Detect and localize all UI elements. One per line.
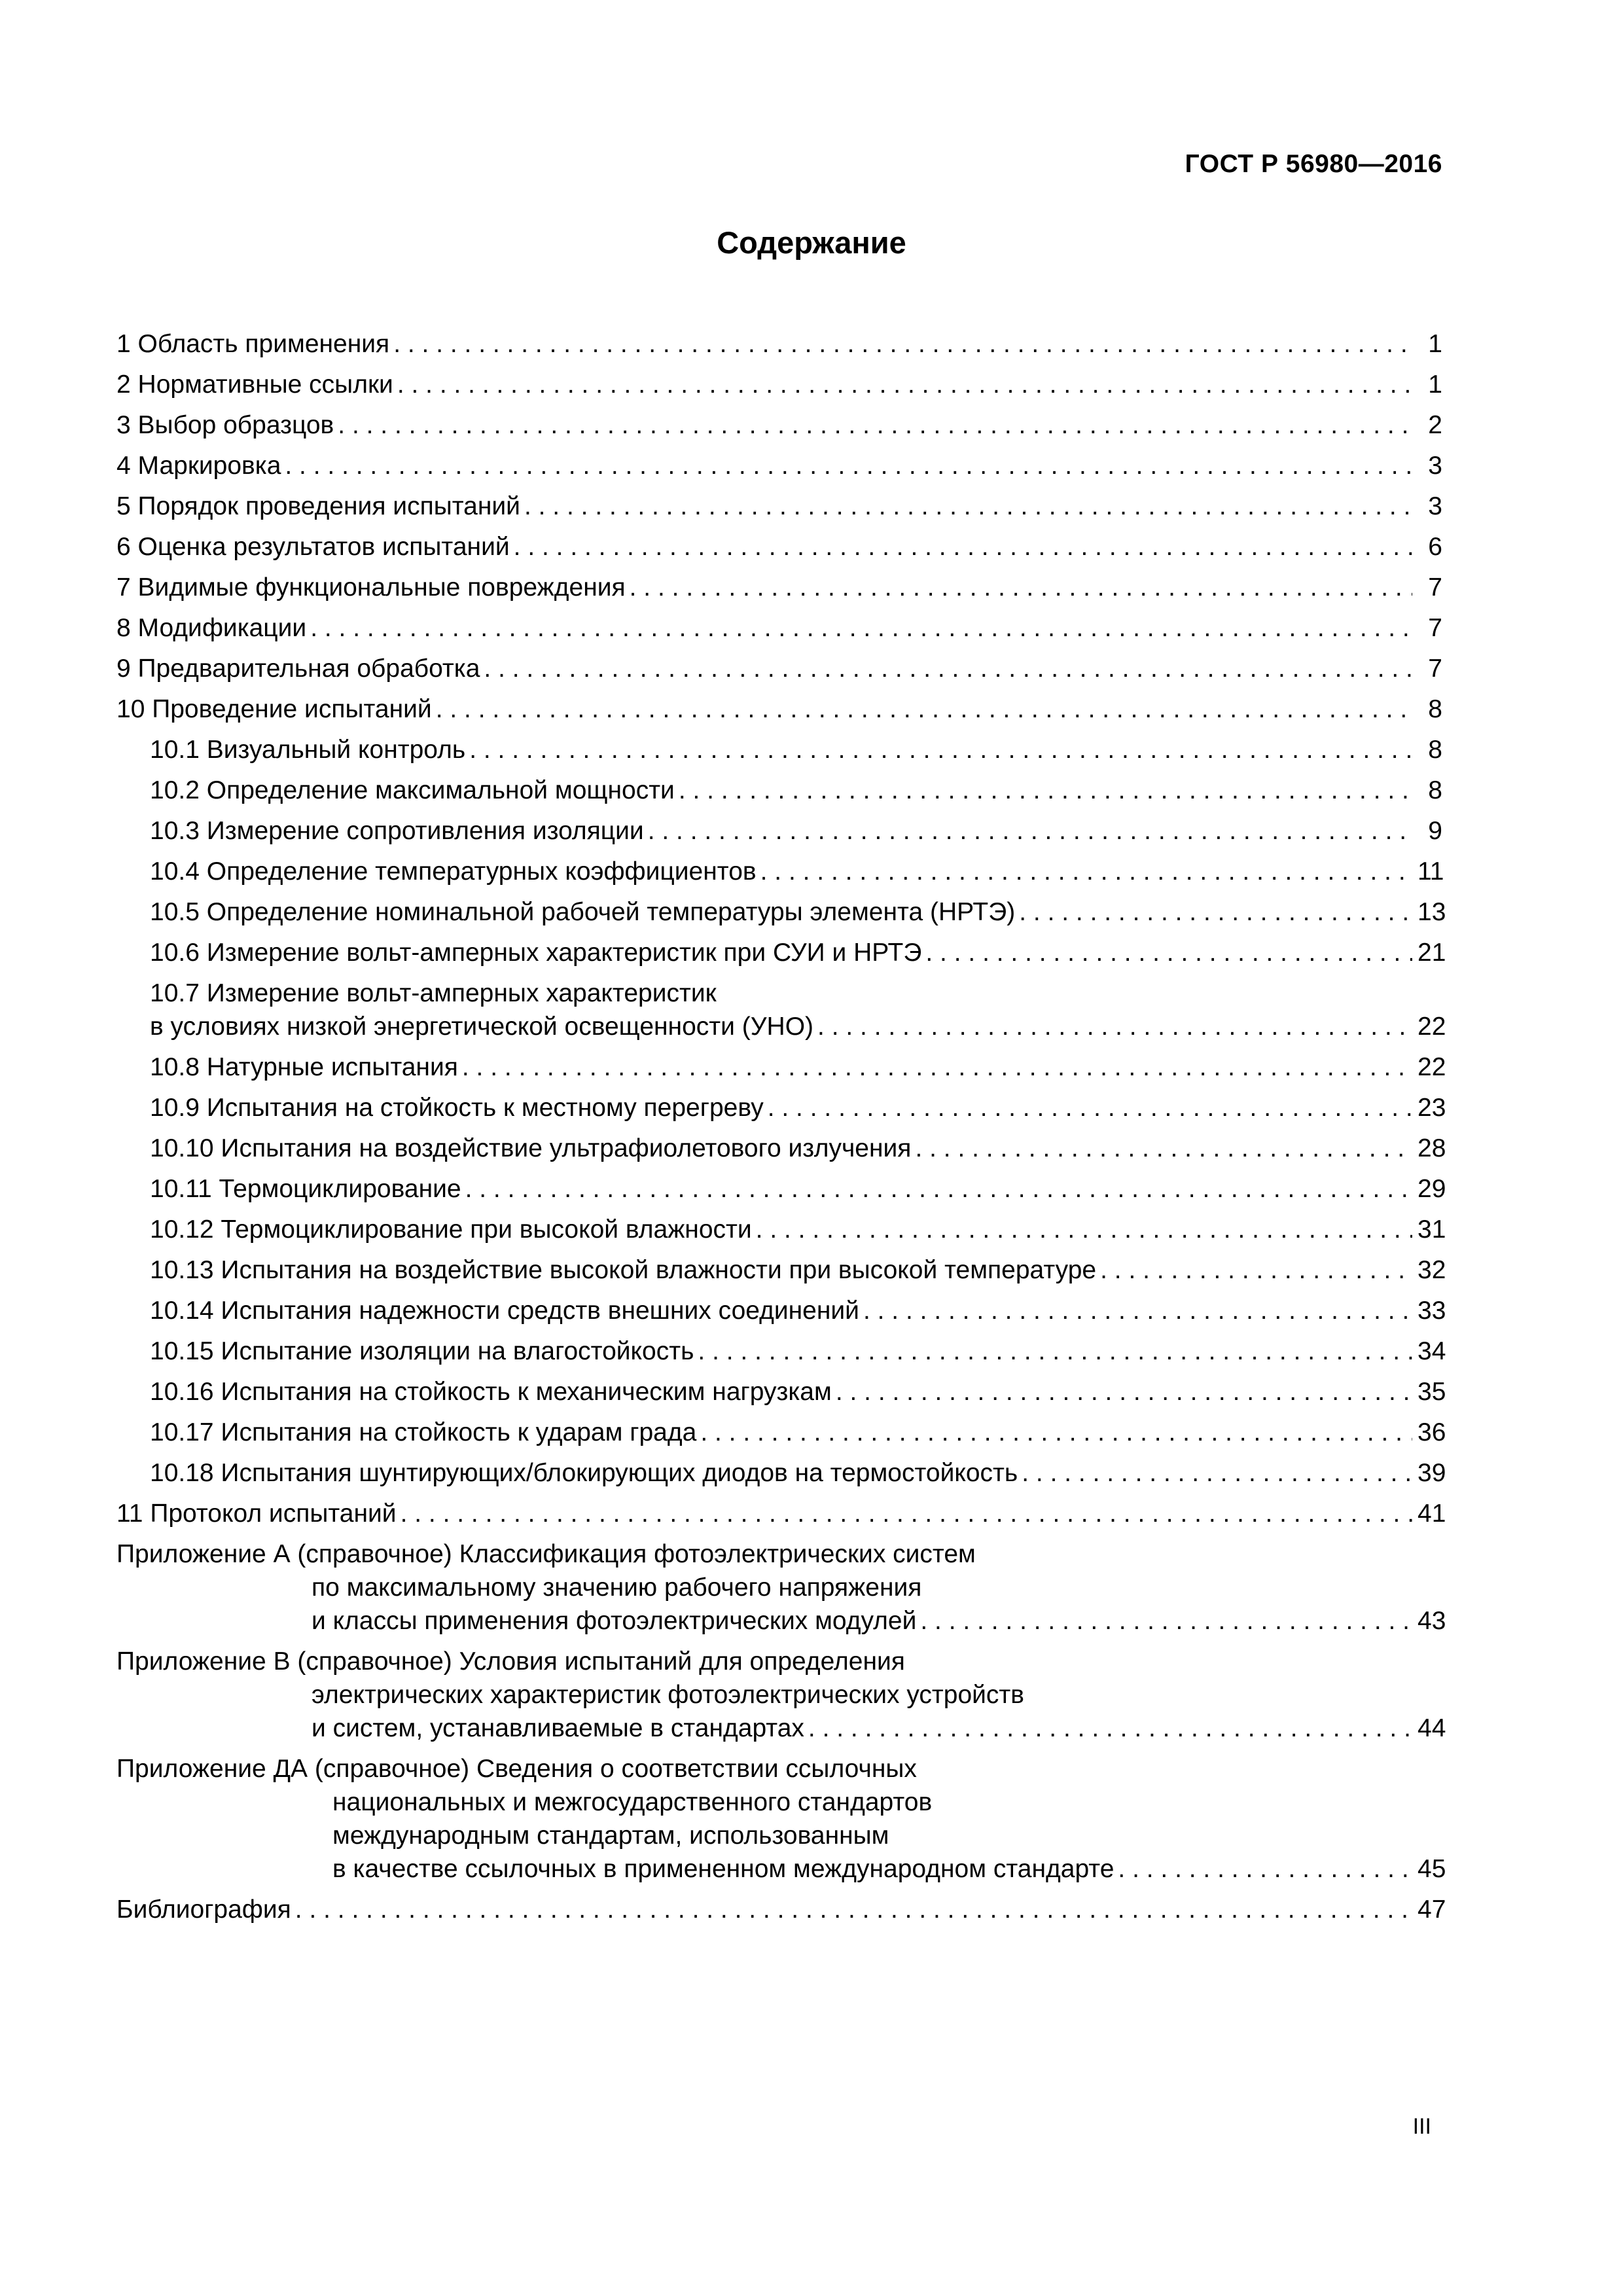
toc-entry-title: национальных и межгосударственного стандартов — [332, 1788, 933, 1816]
toc-page-number: 1 — [1428, 370, 1442, 399]
dot-leader — [679, 774, 1412, 807]
dot-leader — [310, 611, 1412, 645]
toc-entry[interactable] — [116, 1294, 1446, 1327]
toc-page-number: 32 — [1418, 1256, 1446, 1284]
dot-leader — [630, 571, 1412, 604]
toc-entry[interactable] — [116, 490, 1442, 523]
dot-leader — [808, 1712, 1412, 1745]
dot-leader — [768, 1091, 1412, 1124]
dot-leader — [514, 530, 1412, 564]
table-of-contents — [116, 327, 1446, 1933]
toc-entry[interactable] — [116, 408, 1442, 442]
dot-leader — [465, 1172, 1412, 1206]
dot-leader — [1100, 1253, 1412, 1287]
toc-page-number: 8 — [1428, 695, 1442, 723]
toc-entry-title: 6 Оценка результатов испытаний — [116, 533, 510, 561]
toc-page-number: 47 — [1418, 1895, 1446, 1924]
dot-leader — [469, 733, 1412, 766]
toc-page-number: 41 — [1418, 1499, 1446, 1528]
toc-entry-title: 10 Проведение испытаний — [116, 695, 432, 723]
dot-leader — [920, 1604, 1412, 1638]
dot-leader — [401, 1497, 1412, 1530]
toc-entry[interactable] — [116, 1132, 1446, 1165]
toc-page-number: 1 — [1428, 330, 1442, 358]
toc-page-number: 29 — [1418, 1175, 1446, 1203]
toc-page-number: 7 — [1428, 573, 1442, 601]
toc-entry-title: 10.15 Испытание изоляции на влагостойкость — [150, 1337, 694, 1365]
toc-page-number: 7 — [1428, 614, 1442, 642]
toc-entry[interactable] — [116, 611, 1442, 645]
toc-entry[interactable] — [116, 1172, 1446, 1206]
toc-entry-title: 3 Выбор образцов — [116, 411, 334, 439]
toc-entry[interactable] — [116, 814, 1442, 848]
toc-entry-title: 5 Порядок проведения испытаний — [116, 492, 520, 520]
toc-entry-title: Приложение ДА (справочное) Сведения о соответствии ссылочных — [116, 1755, 917, 1783]
toc-page-number: 44 — [1418, 1714, 1446, 1742]
toc-entry-title: 8 Модификации — [116, 614, 307, 642]
toc-page-number: 9 — [1428, 817, 1442, 845]
toc-entry-title: Библиография — [116, 1895, 291, 1924]
dot-leader — [1118, 1852, 1412, 1886]
toc-entry-title: 10.12 Термоциклирование при высокой влажности — [150, 1215, 752, 1244]
toc-page-number: 8 — [1428, 736, 1442, 764]
toc-entry[interactable] — [116, 571, 1442, 604]
toc-page-number: 34 — [1418, 1337, 1446, 1365]
toc-page-number: 6 — [1428, 533, 1442, 561]
dot-leader — [925, 936, 1412, 969]
dot-leader — [338, 408, 1412, 442]
toc-entry[interactable] — [116, 530, 1442, 564]
dot-leader — [484, 652, 1412, 685]
toc-page-number: 8 — [1428, 776, 1442, 804]
toc-page-number: 3 — [1428, 492, 1442, 520]
dot-leader — [915, 1132, 1412, 1165]
dot-leader — [397, 368, 1412, 401]
dot-leader — [524, 490, 1412, 523]
toc-entry[interactable] — [116, 652, 1442, 685]
toc-entry[interactable] — [116, 1050, 1446, 1084]
toc-entry-title: 10.7 Измерение вольт-амперных характеристик — [150, 979, 717, 1007]
toc-entry[interactable] — [116, 977, 1446, 1043]
dot-leader — [1019, 895, 1412, 929]
toc-entry-title: 10.5 Определение номинальной рабочей температуры элемента (НРТЭ) — [150, 898, 1016, 926]
toc-entry[interactable] — [116, 1893, 1446, 1926]
dot-leader — [648, 814, 1412, 848]
toc-page-number: 31 — [1418, 1215, 1446, 1244]
toc-entry-title: в качестве ссылочных в примененном международном стандарте — [332, 1855, 1115, 1883]
dot-leader — [836, 1375, 1412, 1408]
dot-leader — [285, 449, 1412, 482]
dot-leader — [1022, 1456, 1412, 1490]
toc-entry-title: 10.2 Определение максимальной мощности — [150, 776, 675, 804]
toc-page-number: 3 — [1428, 452, 1442, 480]
dot-leader — [698, 1335, 1412, 1368]
toc-entry[interactable] — [116, 1497, 1446, 1530]
toc-entry[interactable] — [116, 1456, 1446, 1490]
toc-entry[interactable] — [116, 1537, 1446, 1638]
toc-entry-title: 10.6 Измерение вольт-амперных характеристик при СУИ и НРТЭ — [150, 939, 922, 967]
toc-entry-title: Приложение В (справочное) Условия испытаний для определения — [116, 1647, 905, 1676]
toc-entry-title: Приложение А (справочное) Классификация фотоэлектрических систем — [116, 1540, 976, 1568]
toc-entry[interactable] — [116, 368, 1442, 401]
toc-page-number: 23 — [1418, 1094, 1446, 1122]
toc-entry[interactable] — [116, 1375, 1446, 1408]
dot-leader — [817, 1010, 1412, 1043]
toc-entry-title: 10.16 Испытания на стойкость к механическим нагрузкам — [150, 1378, 832, 1406]
toc-entry[interactable] — [116, 449, 1442, 482]
toc-entry-title: 10.1 Визуальный контроль — [150, 736, 466, 764]
toc-entry-title: 10.8 Натурные испытания — [150, 1053, 458, 1081]
toc-page-number: 11 — [1418, 857, 1444, 886]
dot-leader — [436, 692, 1412, 726]
toc-page-number: 33 — [1418, 1297, 1446, 1325]
toc-entry-title: 10.9 Испытания на стойкость к местному перегреву — [150, 1094, 764, 1122]
toc-entry-title: 1 Область применения — [116, 330, 390, 358]
page-title: Содержание — [717, 225, 906, 260]
dot-leader — [700, 1416, 1412, 1449]
toc-entry[interactable] — [116, 895, 1446, 929]
toc-entry[interactable] — [116, 1752, 1446, 1886]
toc-entry-title: по максимальному значению рабочего напряжения — [312, 1573, 922, 1602]
toc-page-number: 36 — [1418, 1418, 1446, 1446]
dot-leader — [393, 327, 1412, 361]
document-header: ГОСТ Р 56980—2016 — [1185, 150, 1442, 178]
toc-entry-title: 10.14 Испытания надежности средств внешних соединений — [150, 1297, 859, 1325]
toc-entry[interactable] — [116, 1416, 1446, 1449]
toc-page-number: 45 — [1418, 1855, 1446, 1883]
toc-entry[interactable] — [116, 774, 1442, 807]
toc-entry-title: 7 Видимые функциональные повреждения — [116, 573, 626, 601]
toc-entry-title: и систем, устанавливаемые в стандартах — [312, 1714, 804, 1742]
toc-entry-title: международным стандартам, использованным — [332, 1821, 889, 1850]
toc-entry-title: 10.4 Определение температурных коэффициентов — [150, 857, 757, 886]
toc-entry[interactable] — [116, 1253, 1446, 1287]
toc-entry-title: 10.17 Испытания на стойкость к ударам града — [150, 1418, 697, 1446]
toc-page-number: 35 — [1418, 1378, 1446, 1406]
dot-leader — [760, 855, 1412, 888]
toc-entry-title: 10.10 Испытания на воздействие ультрафиолетового излучения — [150, 1134, 912, 1162]
toc-entry-title: и классы применения фотоэлектрических модулей — [312, 1607, 917, 1635]
toc-page-number: 28 — [1418, 1134, 1446, 1162]
toc-entry-title: 10.18 Испытания шунтирующих/блокирующих диодов на термостойкость — [150, 1459, 1018, 1487]
toc-entry[interactable] — [116, 327, 1442, 361]
toc-entry[interactable] — [116, 733, 1442, 766]
toc-page-number: 7 — [1428, 655, 1442, 683]
toc-entry[interactable] — [116, 936, 1446, 969]
toc-page-number: 22 — [1418, 1013, 1446, 1041]
toc-entry-title: 2 Нормативные ссылки — [116, 370, 393, 399]
toc-entry[interactable] — [116, 1213, 1446, 1246]
toc-entry-title: 10.11 Термоциклирование — [150, 1175, 461, 1203]
toc-entry-title: 11 Протокол испытаний — [116, 1499, 397, 1528]
dot-leader — [756, 1213, 1412, 1246]
toc-entry[interactable] — [116, 1645, 1446, 1745]
dot-leader — [863, 1294, 1412, 1327]
toc-entry[interactable] — [116, 1091, 1446, 1124]
toc-page-number: 2 — [1428, 411, 1442, 439]
toc-entry[interactable] — [116, 692, 1442, 726]
toc-entry-title: в условиях низкой энергетической освещенности (УНО) — [150, 1013, 814, 1041]
toc-entry-title: 9 Предварительная обработка — [116, 655, 480, 683]
toc-page-number: 43 — [1418, 1607, 1446, 1635]
toc-page-number: 13 — [1418, 898, 1446, 926]
toc-page-number: 22 — [1418, 1053, 1446, 1081]
toc-entry-title: электрических характеристик фотоэлектрических устройств — [312, 1681, 1025, 1709]
toc-page-number: 39 — [1418, 1459, 1446, 1487]
page-number: III — [1412, 2114, 1431, 2139]
toc-entry[interactable] — [116, 1335, 1446, 1368]
dot-leader — [462, 1050, 1412, 1084]
toc-entry-title: 4 Маркировка — [116, 452, 281, 480]
toc-page-number: 21 — [1418, 939, 1446, 967]
toc-entry-title: 10.3 Измерение сопротивления изоляции — [150, 817, 644, 845]
toc-entry-title: 10.13 Испытания на воздействие высокой влажности при высокой температуре — [150, 1256, 1097, 1284]
dot-leader — [295, 1893, 1412, 1926]
toc-entry[interactable] — [116, 855, 1442, 888]
